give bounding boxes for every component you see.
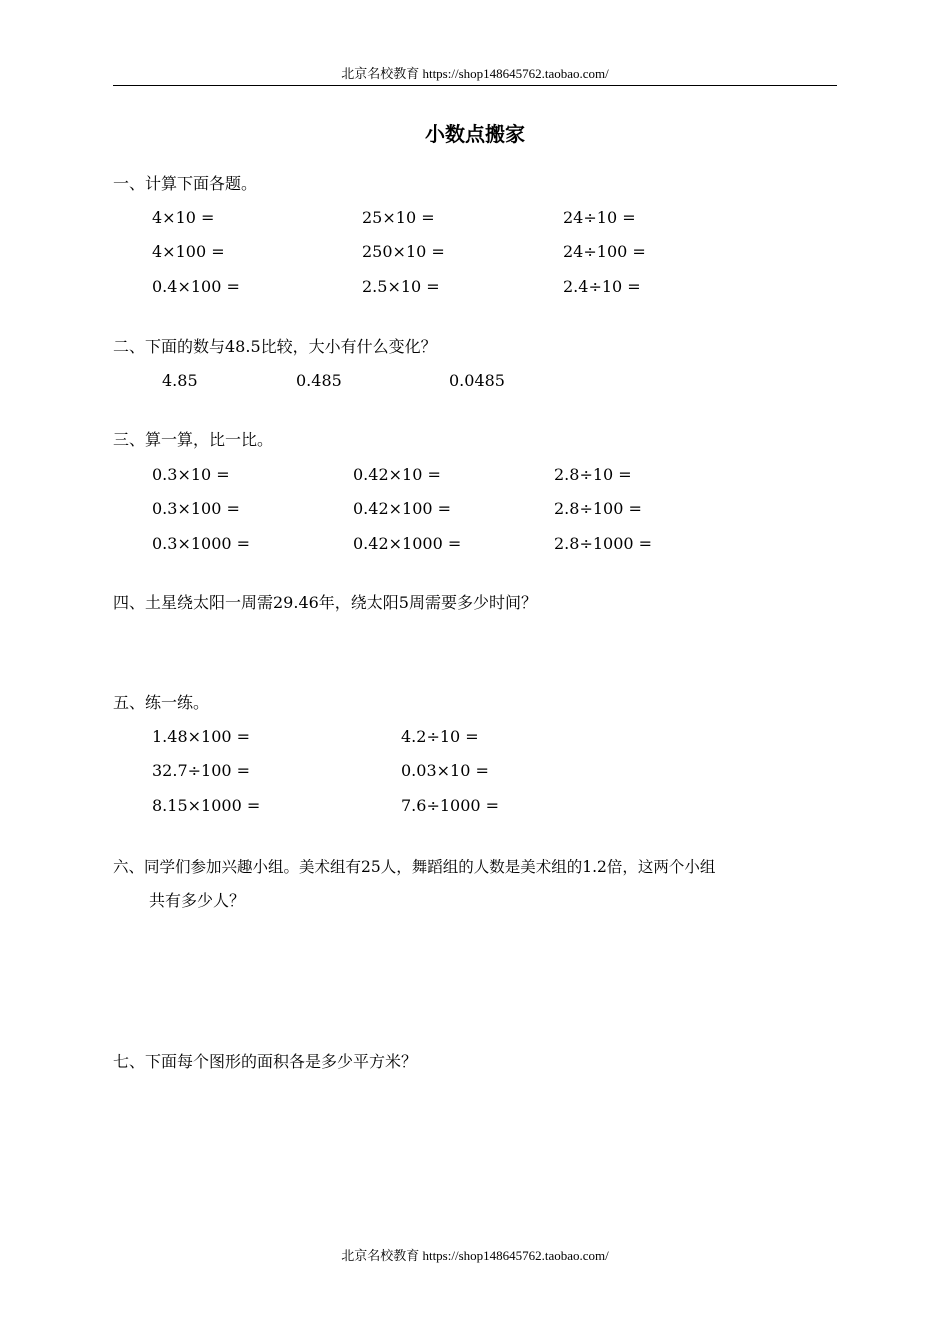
page-header: 北京名校教育 https://shop148645762.taobao.com/ [341, 66, 609, 81]
q3-item: 0.3×100 = [152, 499, 240, 518]
q1-item: 0.4×100 = [152, 277, 240, 296]
q3-item: 0.42×100 = [353, 499, 452, 518]
q1-item: 2.4÷10 = [563, 277, 641, 296]
q5-item: 0.03×10 = [401, 761, 489, 780]
q2-item: 4.85 [162, 371, 198, 390]
question-5-label: 五、练一练。 [113, 693, 210, 712]
q1-item: 250×10 = [362, 242, 445, 261]
question-7-label: 七、下面每个图形的面积各是多少平方米？ [113, 1052, 418, 1071]
q3-item: 0.42×1000 = [353, 534, 462, 553]
q3-item: 0.3×1000 = [152, 534, 251, 553]
question-6-line-1: 六、同学们参加兴趣小组。美术组有25人，舞蹈组的人数是美术组的1.2倍，这两个小组 [113, 858, 716, 876]
question-1-label: 一、计算下面各题。 [113, 174, 258, 193]
q3-item: 0.42×10 = [353, 465, 441, 484]
q3-item: 2.8÷10 = [554, 465, 632, 484]
q1-item: 4×10 = [152, 208, 215, 227]
q1-item: 24÷100 = [563, 242, 646, 261]
question-6 [113, 850, 837, 918]
q5-item: 32.7÷100 = [152, 761, 251, 780]
question-4-label: 四、土星绕太阳一周需29.46年，绕太阳5周需要多少时间？ [113, 593, 537, 612]
question-3-label: 三、算一算，比一比。 [113, 430, 274, 449]
page-title: 小数点搬家 [425, 122, 525, 146]
q3-item: 2.8÷100 = [554, 499, 642, 518]
question-6-line-2: 共有多少人？ [149, 891, 246, 910]
q1-item: 24÷10 = [563, 208, 636, 227]
q5-item: 1.48×100 = [152, 727, 251, 746]
q5-item: 4.2÷10 = [401, 727, 479, 746]
q1-item: 25×10 = [362, 208, 435, 227]
q3-item: 0.3×10 = [152, 465, 230, 484]
q5-item: 7.6÷1000 = [401, 796, 500, 815]
q2-item: 0.0485 [449, 371, 505, 390]
q2-item: 0.485 [296, 371, 342, 390]
q5-item: 8.15×1000 = [152, 796, 261, 815]
q1-item: 4×100 = [152, 242, 225, 261]
q1-item: 2.5×10 = [362, 277, 440, 296]
q3-item: 2.8÷1000 = [554, 534, 653, 553]
question-2-label: 二、下面的数与48.5比较，大小有什么变化？ [113, 337, 437, 356]
page-footer: 北京名校教育 https://shop148645762.taobao.com/ [341, 1248, 609, 1263]
header-rule [113, 85, 837, 86]
